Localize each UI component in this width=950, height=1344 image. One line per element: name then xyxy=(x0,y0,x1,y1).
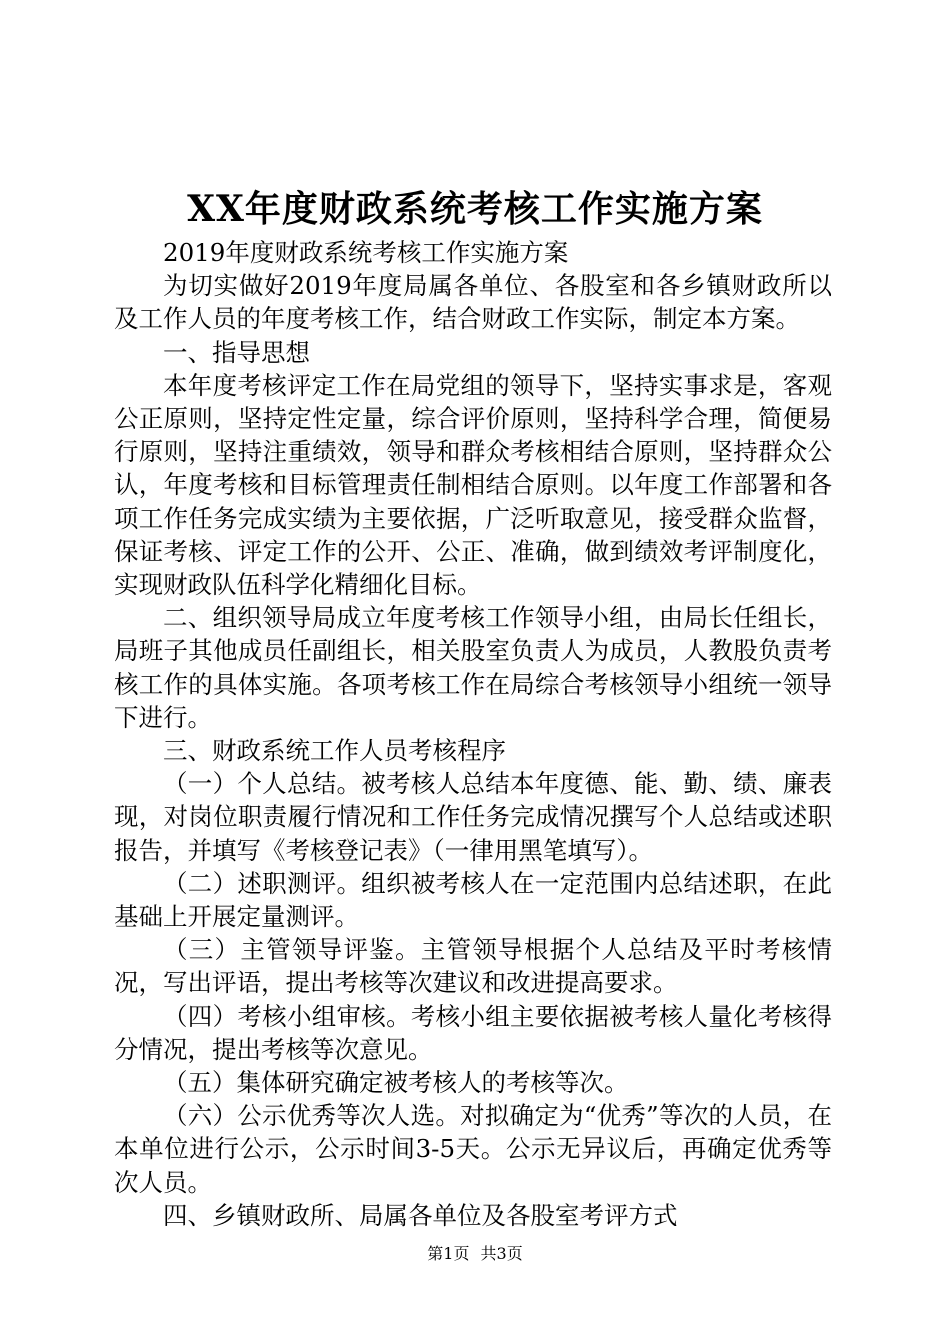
page-footer xyxy=(0,1243,950,1265)
document-body xyxy=(114,236,832,1232)
heading-evaluation-method: 四、乡镇财政所、局属各单位及各股室考评方式 xyxy=(163,1200,678,1230)
page-number: 第1页 xyxy=(427,1244,470,1263)
paragraph-step-6: （六）公示优秀等次人选。对拟确定为“优秀”等次的人员，在本单位进行公示，公示时间3-5天。公示无异议后，再确定优秀等次人员。 xyxy=(114,1101,832,1197)
paragraph-subtitle: 2019年度财政系统考核工作实施方案 xyxy=(163,238,569,267)
paragraph-step-1: （一）个人总结。被考核人总结本年度德、能、勤、绩、廉表现，对岗位职责履行情况和工作任务完成情况撰写个人总结或述职报告，并填写《考核登记表》（一律用黑笔填写）。 xyxy=(114,769,832,865)
heading-procedure: 三、财政系统工作人员考核程序 xyxy=(163,736,506,766)
page-total: 共3页 xyxy=(480,1244,523,1263)
paragraph-step-3: （三）主管领导评鉴。主管领导根据个人总结及平时考核情况，写出评语，提出考核等次建议和改进提高要求。 xyxy=(114,935,832,998)
paragraph-guiding-ideology: 本年度考核评定工作在局党组的领导下，坚持实事求是，客观公正原则，坚持定性定量，综合评价原则，坚持科学合理，简便易行原则，坚持注重绩效，领导和群众考核相结合原则，坚持群众公认，年度考核和目标管理责任制相结合原则。以年度工作部署和各项工作任务完成实绩为主要依据，广泛听取意见，接受群众监督，保证考核、评定工作的公开、公正、准确，做到绩效考评制度化，实现财政队伍科学化精细化目标。 xyxy=(114,370,832,600)
paragraph-step-4: （四）考核小组审核。考核小组主要依据被考核人量化考核得分情况，提出考核等次意见。 xyxy=(114,1001,832,1064)
paragraph-organization: 二、组织领导局成立年度考核工作领导小组，由局长任组长，局班子其他成员任副组长，相关股室负责人为成员，人教股负责考核工作的具体实施。各项考核工作在局综合考核领导小组统一领导下进行。 xyxy=(114,603,832,732)
document-title: XX年度财政系统考核工作实施方案 xyxy=(187,188,763,230)
paragraph-intro: 为切实做好2019年度局属各单位、各股室和各乡镇财政所以及工作人员的年度考核工作，结合财政工作实际，制定本方案。 xyxy=(114,271,832,334)
paragraph-step-2: （二）述职测评。组织被考核人在一定范围内总结述职，在此基础上开展定量测评。 xyxy=(114,868,832,932)
paragraph-step-5: （五）集体研究确定被考核人的考核等次。 xyxy=(163,1068,629,1098)
heading-guiding-ideology: 一、指导思想 xyxy=(163,337,310,367)
